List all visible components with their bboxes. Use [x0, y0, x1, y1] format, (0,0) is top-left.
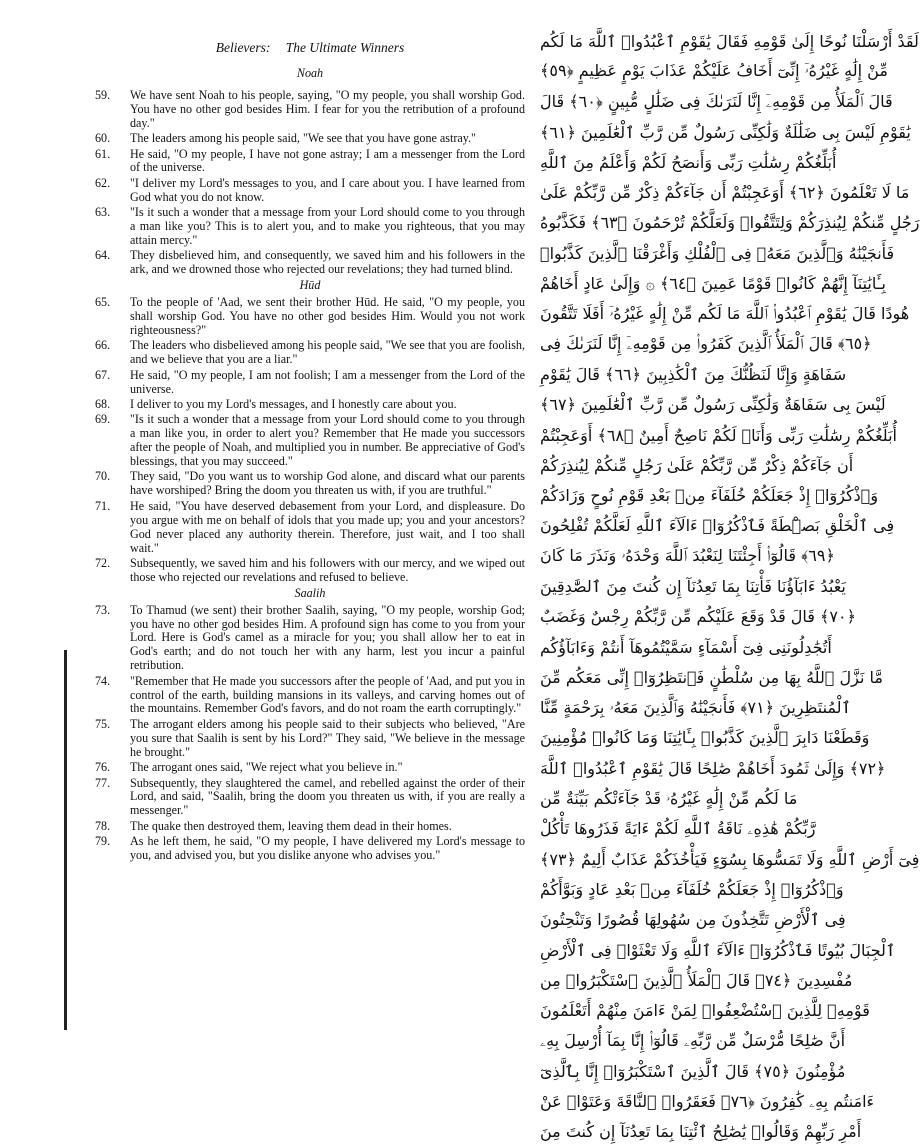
verse-group-noah [95, 89, 525, 277]
verse-text: They disbelieved him, and consequently, we saved him and his followers in the ark, and we drowned those who rejected our revelations; they had turned blind. [130, 248, 525, 277]
arabic-line: فَأَنجَيْنَٰهُ وَٱلَّذِينَ مَعَهُۥ فِى ٱلْفُلْكِ وَأَغْرَقْنَا ٱلَّذِينَ كَذَّبُوا۟ [540, 243, 895, 263]
arabic-line: أُبَلِّغُكُمْ رِسَٰلَٰتِ رَبِّى وَأَنصَحُ لَكُمْ وَأَعْلَمُ مِنَ ٱللَّهِ [540, 152, 837, 172]
arabic-line: فِى ٱلْأَرْضِ تَتَّخِذُونَ مِن سُهُولِهَا قُصُورًا وَتَنْحِتُونَ [540, 910, 846, 930]
verse [95, 761, 525, 775]
verse-text: The leaders who disbelieved among his people said, "We see that you are foolish, and we believe that you are a liar." [130, 338, 525, 367]
verse-text: He said, "O my people, I have not gone astray; I am a messenger from the Lord of the universe. [130, 146, 525, 175]
verse-number: 68. [95, 396, 111, 411]
arabic-line: مُؤْمِنُونَ ﴿٧٥﴾ قَالَ ٱلَّذِينَ ٱسْتَكْبَرُوٓا۟ إِنَّا بِٱلَّذِىٓ [540, 1061, 846, 1081]
verse-number: 61. [95, 146, 111, 161]
arabic-line: فِىٓ أَرْضِ ٱللَّهِ وَلَا تَمَسُّوهَا بِسُوٓءٍ فَيَأْخُذَكُمْ عَذَابٌ أَلِيمٌ ﴿٧٣﴾ [540, 849, 920, 869]
verse-text: We have sent Noah to his people, saying, "O my people, you shall worship God. You have no other god besides Him. I fear for you the retribution of a profound day." [130, 87, 525, 130]
verse-text: He said, "O my people, I am not foolish; I am a messenger from the Lord of the universe. [130, 367, 525, 396]
arabic-line: مُفْسِدِينَ ﴿٧٤﴾ قَالَ ٱلْمَلَأُ ٱلَّذِينَ ٱسْتَكْبَرُوا۟ مِن [540, 970, 853, 990]
arabic-line: مَا لَا تَعْلَمُونَ ﴿٦٢﴾ أَوَعَجِبْتُمْ أَن جَآءَكُمْ ذِكْرٌ مِّن رَّبِّكُمْ عَلَىٰ [540, 183, 910, 203]
arabic-line: وَٱذْكُرُوٓا۟ إِذْ جَعَلَكُمْ خُلَفَآءَ مِنۢ بَعْدِ قَوْمِ نُوحٍ وَزَادَكُمْ [540, 486, 879, 506]
verse [95, 249, 525, 277]
arabic-line: وَقَطَعْنَا دَابِرَ ٱلَّذِينَ كَذَّبُوا۟ بِـَٔايَٰتِنَا وَمَا كَانُوا۟ مُؤْمِنِينَ [540, 728, 870, 748]
verse-number: 77. [95, 775, 111, 790]
verse-number: 76. [95, 760, 111, 775]
verse-text: To the people of 'Aad, we sent their brother Hūd. He said, "O my people, you shall worship God. You have no other god besides Him. Would you not work righteousness?" [130, 295, 525, 337]
verse-text: "Is it such a wonder that a message from your Lord should come to you through a man like you? This is to alert you, and to make you righteous, that you may attain mercy." [130, 205, 525, 247]
arabic-line: ٱلْمُنتَظِرِينَ ﴿٧١﴾ فَأَنجَيْنَٰهُ وَٱلَّذِينَ مَعَهُۥ بِرَحْمَةٍ مِّنَّا [540, 697, 851, 717]
verse [95, 835, 525, 863]
verse [95, 89, 525, 131]
arabic-text-column [540, 26, 920, 1142]
arabic-line: أَن جَآءَكُمْ ذِكْرٌ مِّن رَّبِّكُمْ عَلَىٰ رَجُلٍ مِّنكُمْ لِيُنذِرَكُمْ [540, 455, 854, 475]
arabic-line: سَفَاهَةٍ وَإِنَّا لَنَظُنُّكَ مِنَ ٱلْكَٰذِبِينَ ﴿٦٦﴾ قَالَ يَٰقَوْمِ [540, 364, 847, 384]
verse-number: 63. [95, 205, 111, 220]
arabic-line: مِّنْ إِلَٰهٍ غَيْرُهُۥٓ إِنِّىٓ أَخَافُ عَلَيْكُمْ عَذَابَ يَوْمٍ عَظِيمٍ ﴿٥٩﴾ [540, 61, 888, 81]
verse [95, 206, 525, 248]
arabic-line: يَٰقَوْمِ لَيْسَ بِى ضَلَٰلَةٌ وَلَٰكِنِّى رَسُولٌ مِّن رَّبِّ ٱلْعَٰلَمِينَ ﴿٦١﴾ [540, 122, 911, 142]
verse-number: 69. [95, 412, 111, 427]
verse-text: "Remember that He made you successors after the people of 'Aad, and put you in control of the earth, building mansions in its valleys, and carving homes out of the mountains. Remember God's favors, and do not roam the earth corruptingly." [130, 673, 525, 716]
verse-text: I deliver to you my Lord's messages, and I honestly care about you. [130, 396, 457, 411]
verse [95, 604, 525, 674]
arabic-line: يَعْبُدُ ءَابَآؤُنَا فَأْتِنَا بِمَا تَعِدُنَآ إِن كُنتَ مِنَ ٱلصَّٰدِقِينَ [540, 576, 846, 596]
verse [95, 296, 525, 338]
arabic-line: أُبَلِّغُكُمْ رِسَٰلَٰتِ رَبِّى وَأَنَا۠ لَكُمْ نَاصِحٌ أَمِينٌ ﴿٦٨﴾ أَوَعَجِبْتُمْ [540, 425, 897, 445]
arabic-line: رَّبِّكُمْ هَٰذِهِۦ نَاقَةُ ٱللَّهِ لَكُمْ ءَايَةً فَذَرُوهَا تَأْكُلْ [540, 818, 816, 838]
verse [95, 820, 525, 834]
verse-text: The quake then destroyed them, leaving them dead in their homes. [130, 818, 452, 833]
verse-number: 62. [95, 175, 111, 190]
section-title-saalih: Saalih [294, 585, 326, 600]
arabic-line: رَجُلٍ مِّنكُمْ لِيُنذِرَكُمْ وَلِتَتَّقُوا۟ وَلَعَلَّكُمْ تُرْحَمُونَ ﴿٦٣﴾ فَكَذَّبُوهُ [540, 213, 920, 233]
arabic-line: مَا لَكُم مِّنْ إِلَٰهٍ غَيْرُهُۥ قَدْ جَآءَتْكُم بَيِّنَةٌ مِّن [540, 788, 798, 808]
verse-group-saalih [95, 604, 525, 863]
verse [95, 675, 525, 717]
verse-text: They said, "Do you want us to worship God alone, and discard what our parents have worshiped? Bring the doom you threaten us with, if you are truthful." [130, 469, 525, 498]
arabic-line: ﴿٧٢﴾ وَإِلَىٰ ثَمُودَ أَخَاهُمْ صَٰلِحًا قَالَ يَٰقَوْمِ ٱعْبُدُوا۟ ٱللَّهَ [540, 758, 886, 778]
section-title-noah: Noah [296, 66, 324, 80]
verse [95, 339, 525, 367]
verse-number: 59. [95, 87, 111, 102]
verse-number: 78. [95, 818, 111, 833]
verse-number: 74. [95, 673, 111, 688]
verse-number: 66. [95, 338, 111, 353]
verse [95, 470, 525, 498]
verse-number: 65. [95, 295, 111, 310]
translation-column [95, 66, 525, 864]
header-subtitle: The Ultimate Winners [285, 40, 405, 55]
verse-text: He said, "You have deserved debasement from your Lord, and displeasure. Do you argue with me on behalf of idols that you made up; you and your ancestors? God never placed any authority therein. Therefore, just wait, and I too shall wait." [130, 498, 525, 555]
verse-number: 70. [95, 469, 111, 484]
verse [95, 718, 525, 760]
verse-number: 75. [95, 716, 111, 731]
verse-text: The leaders among his people said, "We see that you have gone astray." [130, 131, 476, 146]
arabic-line: فِى ٱلْخَلْقِ بَصْۜطَةً فَٱذْكُرُوٓا۟ ءَالَآءَ ٱللَّهِ لَعَلَّكُمْ تُفْلِحُونَ [540, 516, 895, 536]
verse-text: The arrogant ones said, "We reject what you believe in." [130, 760, 403, 775]
verse [95, 500, 525, 556]
arabic-line: ءَامَنتُم بِهِۦ كَٰفِرُونَ ﴿٧٦﴾ فَعَقَرُوا۟ ٱلنَّاقَةَ وَعَتَوْا۟ عَنْ [540, 1091, 875, 1111]
arabic-line: أَنَّ صَٰلِحًا مُّرْسَلٌ مِّن رَّبِّهِۦ قَالُوٓا۟ إِنَّا بِمَآ أُرْسِلَ بِهِۦ [540, 1030, 846, 1050]
verse-number: 64. [95, 248, 111, 263]
arabic-line: لَقَدْ أَرْسَلْنَا نُوحًا إِلَىٰ قَوْمِهِ فَقَالَ يَٰقَوْمِ ٱعْبُدُوا۟ ٱللَّهَ مَا لَكُم [540, 31, 919, 51]
arabic-line: ﴿٦٥﴾ قَالَ ٱلْمَلَأُ ٱلَّذِينَ كَفَرُوا۟ مِن قَوْمِهِۦٓ إِنَّا لَنَرَىٰكَ فِى [540, 334, 872, 354]
arabic-line: أَتُجَٰدِلُونَنِى فِىٓ أَسْمَآءٍ سَمَّيْتُمُوهَآ أَنتُمْ وَءَابَآؤُكُم [540, 637, 832, 657]
verse [95, 557, 525, 585]
verse-number: 73. [95, 602, 111, 617]
arabic-line: ﴿٧٠﴾ قَالَ قَدْ وَقَعَ عَلَيْكُم مِّن رَّبِّكُمْ رِجْسٌ وَغَضَبٌ [540, 607, 856, 627]
scan-edge-mark [64, 650, 67, 1030]
verse [95, 132, 525, 146]
verse-number: 67. [95, 367, 111, 382]
verse-text: "I deliver my Lord's messages to you, and I care about you. I have learned from God what you do not know. [130, 175, 525, 204]
verse [95, 177, 525, 205]
verse-number: 79. [95, 834, 111, 849]
verse [95, 413, 525, 469]
arabic-line: ﴿٦٩﴾ قَالُوٓا۟ أَجِئْتَنَا لِنَعْبُدَ ٱللَّهَ وَحْدَهُۥ وَنَذَرَ مَا كَانَ [540, 546, 835, 566]
verse-number: 72. [95, 555, 111, 570]
arabic-line: بِـَٔايَٰتِنَآ إِنَّهُمْ كَانُوا۟ قَوْمًا عَمِينَ ﴿٦٤﴾ ۞ وَإِلَىٰ عَادٍ أَخَاهُمْ [540, 274, 886, 294]
arabic-line: قَالَ ٱلْمَلَأُ مِن قَوْمِهِۦٓ إِنَّا لَنَرَىٰكَ فِى ضَلَٰلٍ مُّبِينٍ ﴿٦٠﴾ قَالَ [540, 91, 893, 111]
arabic-line: لَيْسَ بِى سَفَاهَةٌ وَلَٰكِنِّى رَسُولٌ مِّن رَّبِّ ٱلْعَٰلَمِينَ ﴿٦٧﴾ [540, 395, 886, 415]
page-header [150, 40, 470, 56]
verse-text: Subsequently, we saved him and his followers with our mercy, and we wiped out those who rejected our revelations and refused to believe. [130, 555, 525, 584]
verse [95, 369, 525, 397]
section-title-hud: Hūd [299, 278, 321, 293]
arabic-line: ٱلْجِبَالَ بُيُوتًا فَٱذْكُرُوٓا۟ ءَالَآءَ ٱللَّهِ وَلَا تَعْثَوْا۟ فِى ٱلْأَرْضِ [540, 940, 896, 960]
arabic-line: قَوْمِهِۦ لِلَّذِينَ ٱسْتُضْعِفُوا۟ لِمَنْ ءَامَنَ مِنْهُمْ أَتَعْلَمُونَ [540, 1001, 870, 1021]
header-surah: Believers: [215, 40, 271, 55]
verse [95, 398, 525, 412]
arabic-line: وَٱذْكُرُوٓا۟ إِذْ جَعَلَكُمْ خُلَفَآءَ مِنۢ بَعْدِ عَادٍ وَبَوَّأَكُمْ [540, 879, 844, 899]
verse [95, 777, 525, 819]
verse-text: To Thamud (we sent) their brother Saalih, saying, "O my people, worship God; you have no other god besides Him. A profound sign has come to you from your Lord. Here is God's camel as a miracle for you; you shall allow her to eat in God's earth; and do not touch her with any harm, lest you incur a painful retribution. [130, 602, 525, 673]
arabic-line: مَّا نَزَّلَ ٱللَّهُ بِهَا مِن سُلْطَٰنٍ فَٱنتَظِرُوٓا۟ إِنِّى مَعَكُم مِّنَ [540, 667, 883, 687]
verse-number: 71. [95, 498, 111, 513]
verse-text: As he left them, he said, "O my people, I have delivered my Lord's message to you, and advised you, but you dislike anyone who advises you." [130, 834, 525, 863]
verse [95, 148, 525, 176]
arabic-line: أَمْرِ رَبِّهِمْ وَقَالُوا۟ يَٰصَٰلِحُ ٱئْتِنَا بِمَا تَعِدُنَآ إِن كُنتَ مِنَ [540, 1122, 862, 1142]
verse-text: The arrogant elders among his people said to their subjects who believed, "Are you sure that Saalih is sent by his Lord?" They said, "We believe in the message he brought." [130, 716, 525, 759]
verse-group-hud [95, 296, 525, 585]
verse-text: Subsequently, they slaughtered the camel, and rebelled against the order of their Lord, and said, "Saalih, bring the doom you threaten us with, if you are really a messenger." [130, 775, 525, 818]
verse-number: 60. [95, 131, 111, 146]
arabic-line: هُودًا قَالَ يَٰقَوْمِ ٱعْبُدُوا۟ ٱللَّهَ مَا لَكُم مِّنْ إِلَٰهٍ غَيْرُهُۥٓ أَفَلَا تَتَّقُونَ [540, 303, 910, 323]
verse-text: "Is it such a wonder that a message from your Lord should come to you through a man like you, in order to alert you? Remember that He made you successors after the people of Noah, and multiplied you in number. Be appreciative of God's blessings, that you may succeed." [130, 412, 525, 469]
